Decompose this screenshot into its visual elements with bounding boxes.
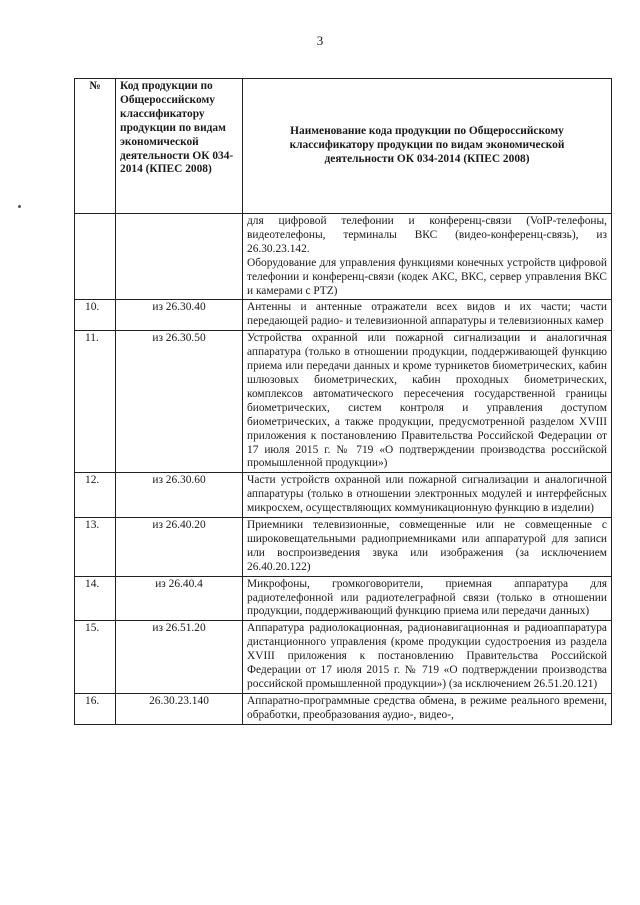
table-row	[75, 300, 612, 331]
row-number: 13.	[75, 518, 116, 577]
row-code: из 26.40.20	[116, 518, 243, 577]
table-header-row	[75, 79, 612, 214]
description-paragraph: Микрофоны, громкоговорители, приемная аппаратура для радиотелефонной или радиотелеграфной связи (только в отношении продукции, поддерживающий функцию приема или передачи данных)	[247, 577, 607, 618]
row-code: из 26.30.50	[116, 331, 243, 473]
row-number: 12.	[75, 473, 116, 518]
row-code: 26.30.23.140	[116, 693, 243, 724]
table-row	[75, 576, 612, 621]
row-code	[116, 214, 243, 300]
row-code: из 26.40.4	[116, 576, 243, 621]
row-number: 16.	[75, 693, 116, 724]
table-row	[75, 693, 612, 724]
row-description	[243, 693, 612, 724]
row-code: из 26.30.60	[116, 473, 243, 518]
header-number: №	[75, 79, 116, 214]
description-paragraph: Части устройств охранной или пожарной сигнализации и аналогичной аппаратуры (только в отношении электронных модулей и интерфейсных микросхем, осуществляющих коммуникационную функцию в изделии)	[247, 474, 607, 515]
row-description	[243, 214, 612, 300]
description-paragraph: Антенны и антенные отражатели всех видов и их части; части передающей радио- и телевизионной аппаратуры и телевизионных камер	[247, 301, 607, 328]
table-row	[75, 473, 612, 518]
table-row	[75, 214, 612, 300]
page-number: 3	[316, 33, 324, 48]
scan-speck	[18, 205, 21, 208]
description-paragraph: Устройства охранной или пожарной сигнализации и аналогичная аппаратура (только в отношении продукции, поддерживающей функцию приема или передачи данных и кроме турникетов биометрических, кабин шлюзовых биометрических, кабин проходных биометрических, комплексов автоматического пересечения государственной границы биометрических, систем контроля и управления доступом биометрических, а также продукции, предусмотренной разделом XVIII приложения к постановлению Правительства Российской Федерации от 17 июля 2015 г. № 719 «О подтверждении производства российской промышленной продукции»)	[247, 332, 607, 470]
description-paragraph: для цифровой телефонии и конференц-связи (VoIP-телефоны, видеотелефоны, терминалы ВКС (видео-конференц-связь), из 26.30.23.142.	[247, 215, 607, 255]
header-code: Код продукции по Общероссийскому классификатору продукции по видам экономической деятельности ОК 034-2014 (КПЕС 2008)	[116, 79, 243, 214]
row-code: из 26.51.20	[116, 621, 243, 694]
row-number: 11.	[75, 331, 116, 473]
table-row	[75, 518, 612, 577]
description-paragraph: Аппаратно-программные средства обмена, в режиме реального времени, обработки, преобразования аудио-, видео-,	[247, 694, 607, 721]
description-paragraph: Аппаратура радиолокационная, радионавигационная и радиоаппаратура дистанционного управления (кроме продукции судостроения из раздела XVIII приложения к постановлению Правительства Российской Федерации от 17 июля 2015 г. № 719 «О подтверждении производства российской промышленной продукции») (за исключением 26.51.20.121)	[247, 622, 607, 690]
table-row	[75, 331, 612, 473]
row-code: из 26.30.40	[116, 300, 243, 331]
row-description	[243, 518, 612, 577]
row-number: 15.	[75, 621, 116, 694]
row-description	[243, 621, 612, 694]
row-number	[75, 214, 116, 300]
classifier-table	[74, 78, 612, 725]
row-description	[243, 473, 612, 518]
row-number: 10.	[75, 300, 116, 331]
table-body	[75, 214, 612, 725]
table-row	[75, 621, 612, 694]
header-name: Наименование кода продукции по Общероссийскому классификатору продукции по видам экономической деятельности ОК 034-2014 (КПЕС 2008)	[243, 79, 612, 214]
description-paragraph: Оборудование для управления функциями конечных устройств цифровой телефонии и конференц-связи (кодек АКС, ВКС, сервер управления ВКС и камерами с PTZ)	[247, 256, 607, 297]
row-description	[243, 576, 612, 621]
description-paragraph: Приемники телевизионные, совмещенные или не совмещенные с широковещательными радиоприемниками или аппаратурой для записи или воспроизведения звука или изображения (за исключением 26.40.20.122)	[247, 519, 607, 573]
row-description	[243, 331, 612, 473]
row-number: 14.	[75, 576, 116, 621]
row-description	[243, 300, 612, 331]
